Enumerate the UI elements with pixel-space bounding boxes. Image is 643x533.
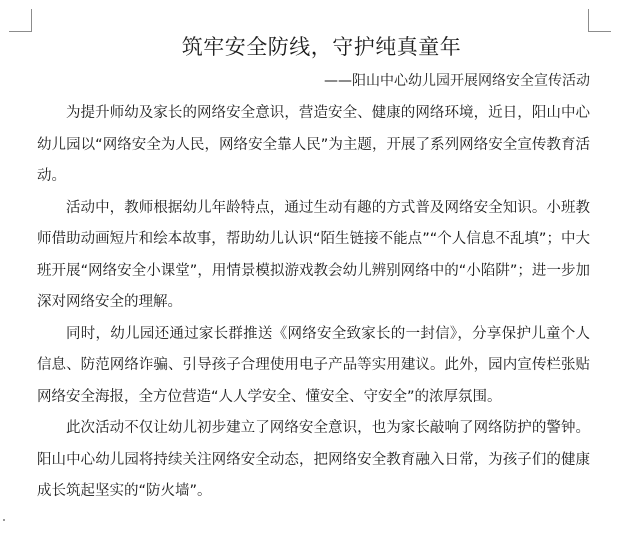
paragraph-marker-dot (3, 519, 5, 521)
paragraph-parents: 同时，幼儿园还通过家长群推送《网络安全致家长的一封信》，分享保护儿童个人信息、防范网络诈骗、引导孩子合理使用电子产品等实用建议。此外，园内宣传栏张贴网络安全海报，全方位营造“人人学安全、懂安全、守安全”的浓厚氛围。 (37, 325, 590, 405)
paragraph-conclusion: 此次活动不仅让幼儿初步建立了网络安全意识，也为家长敲响了网络防护的警钟。阳山中心幼儿园将持续关注网络安全动态，把网络安全教育融入日常，为孩子们的健康成长筑起坚实的“防火墙”。 (37, 420, 590, 499)
margin-corner-mark-top-left (9, 9, 32, 32)
margin-corner-mark-top-right (588, 9, 611, 32)
paragraph-activities: 活动中，教师根据幼儿年龄特点，通过生动有趣的方式普及网络安全知识。小班教师借助动画短片和绘本故事，帮助幼儿认识“陌生链接不能点”“个人信息不乱填”；中大班开展“网络安全小课堂”，用情景模拟游戏教会幼儿辨别网络中的“小陷阱”；进一步加深对网络安全的理解。 (37, 199, 590, 310)
paragraph-intro: 为提升师幼及家长的网络安全意识，营造安全、健康的网络环境，近日，阳山中心幼儿园以“网络安全为人民，网络安全靠人民”为主题，开展了系列网络安全宣传教育活动。 (37, 105, 590, 184)
document-subtitle: ——阳山中心幼儿园开展网络安全宣传活动 (324, 73, 590, 89)
document-body (37, 98, 590, 508)
document-title: 筑牢安全防线，守护纯真童年 (181, 35, 462, 59)
